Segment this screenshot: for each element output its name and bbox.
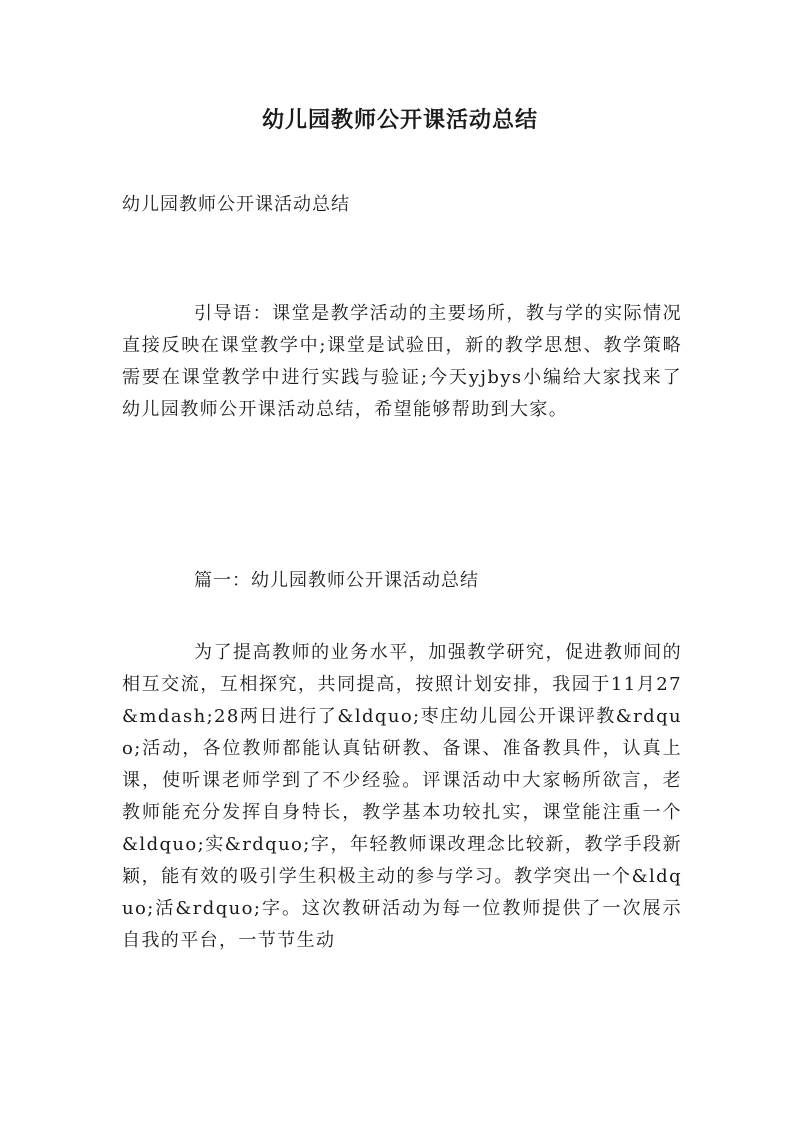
section-heading: 篇一：幼儿园教师公开课活动总结: [194, 570, 479, 591]
intro-paragraph: 引导语：课堂是教学活动的主要场所，教与学的实际情况直接反映在课堂教学中;课堂是试验田，新的教学思想、教学策略需要在课堂教学中进行实践与验证;今天yjbys小编给大家找来了幼儿园教师公开课活动总结，希望能够帮助到大家。: [122, 303, 682, 420]
document-title: 幼儿园教师公开课活动总结: [261, 107, 538, 133]
body-paragraph: 为了提高教师的业务水平，加强教学研究，促进教师间的相互交流，互相探究，共同提高，按照计划安排，我园于11月27&mdash;28两日进行了&ldquo;枣庄幼儿园公开课评教&rdquo;活动，各位教师都能认真钻研教、备课、准备教具件，认真上课，使听课老师学到了不少经验。评课活动中大家畅所欲言，老教师能充分发挥自身特长，教学基本功较扎实，课堂能注重一个&ldquo;实&rdquo;字，年轻教师课改理念比较新，教学手段新颖，能有效的吸引学生积极主动的参与学习。教学突出一个&ldquo;活&rdquo;字。这次教研活动为每一位教师提供了一次展示自我的平台，一节节生动: [122, 642, 682, 951]
document-subtitle: 幼儿园教师公开课活动总结: [122, 194, 350, 215]
